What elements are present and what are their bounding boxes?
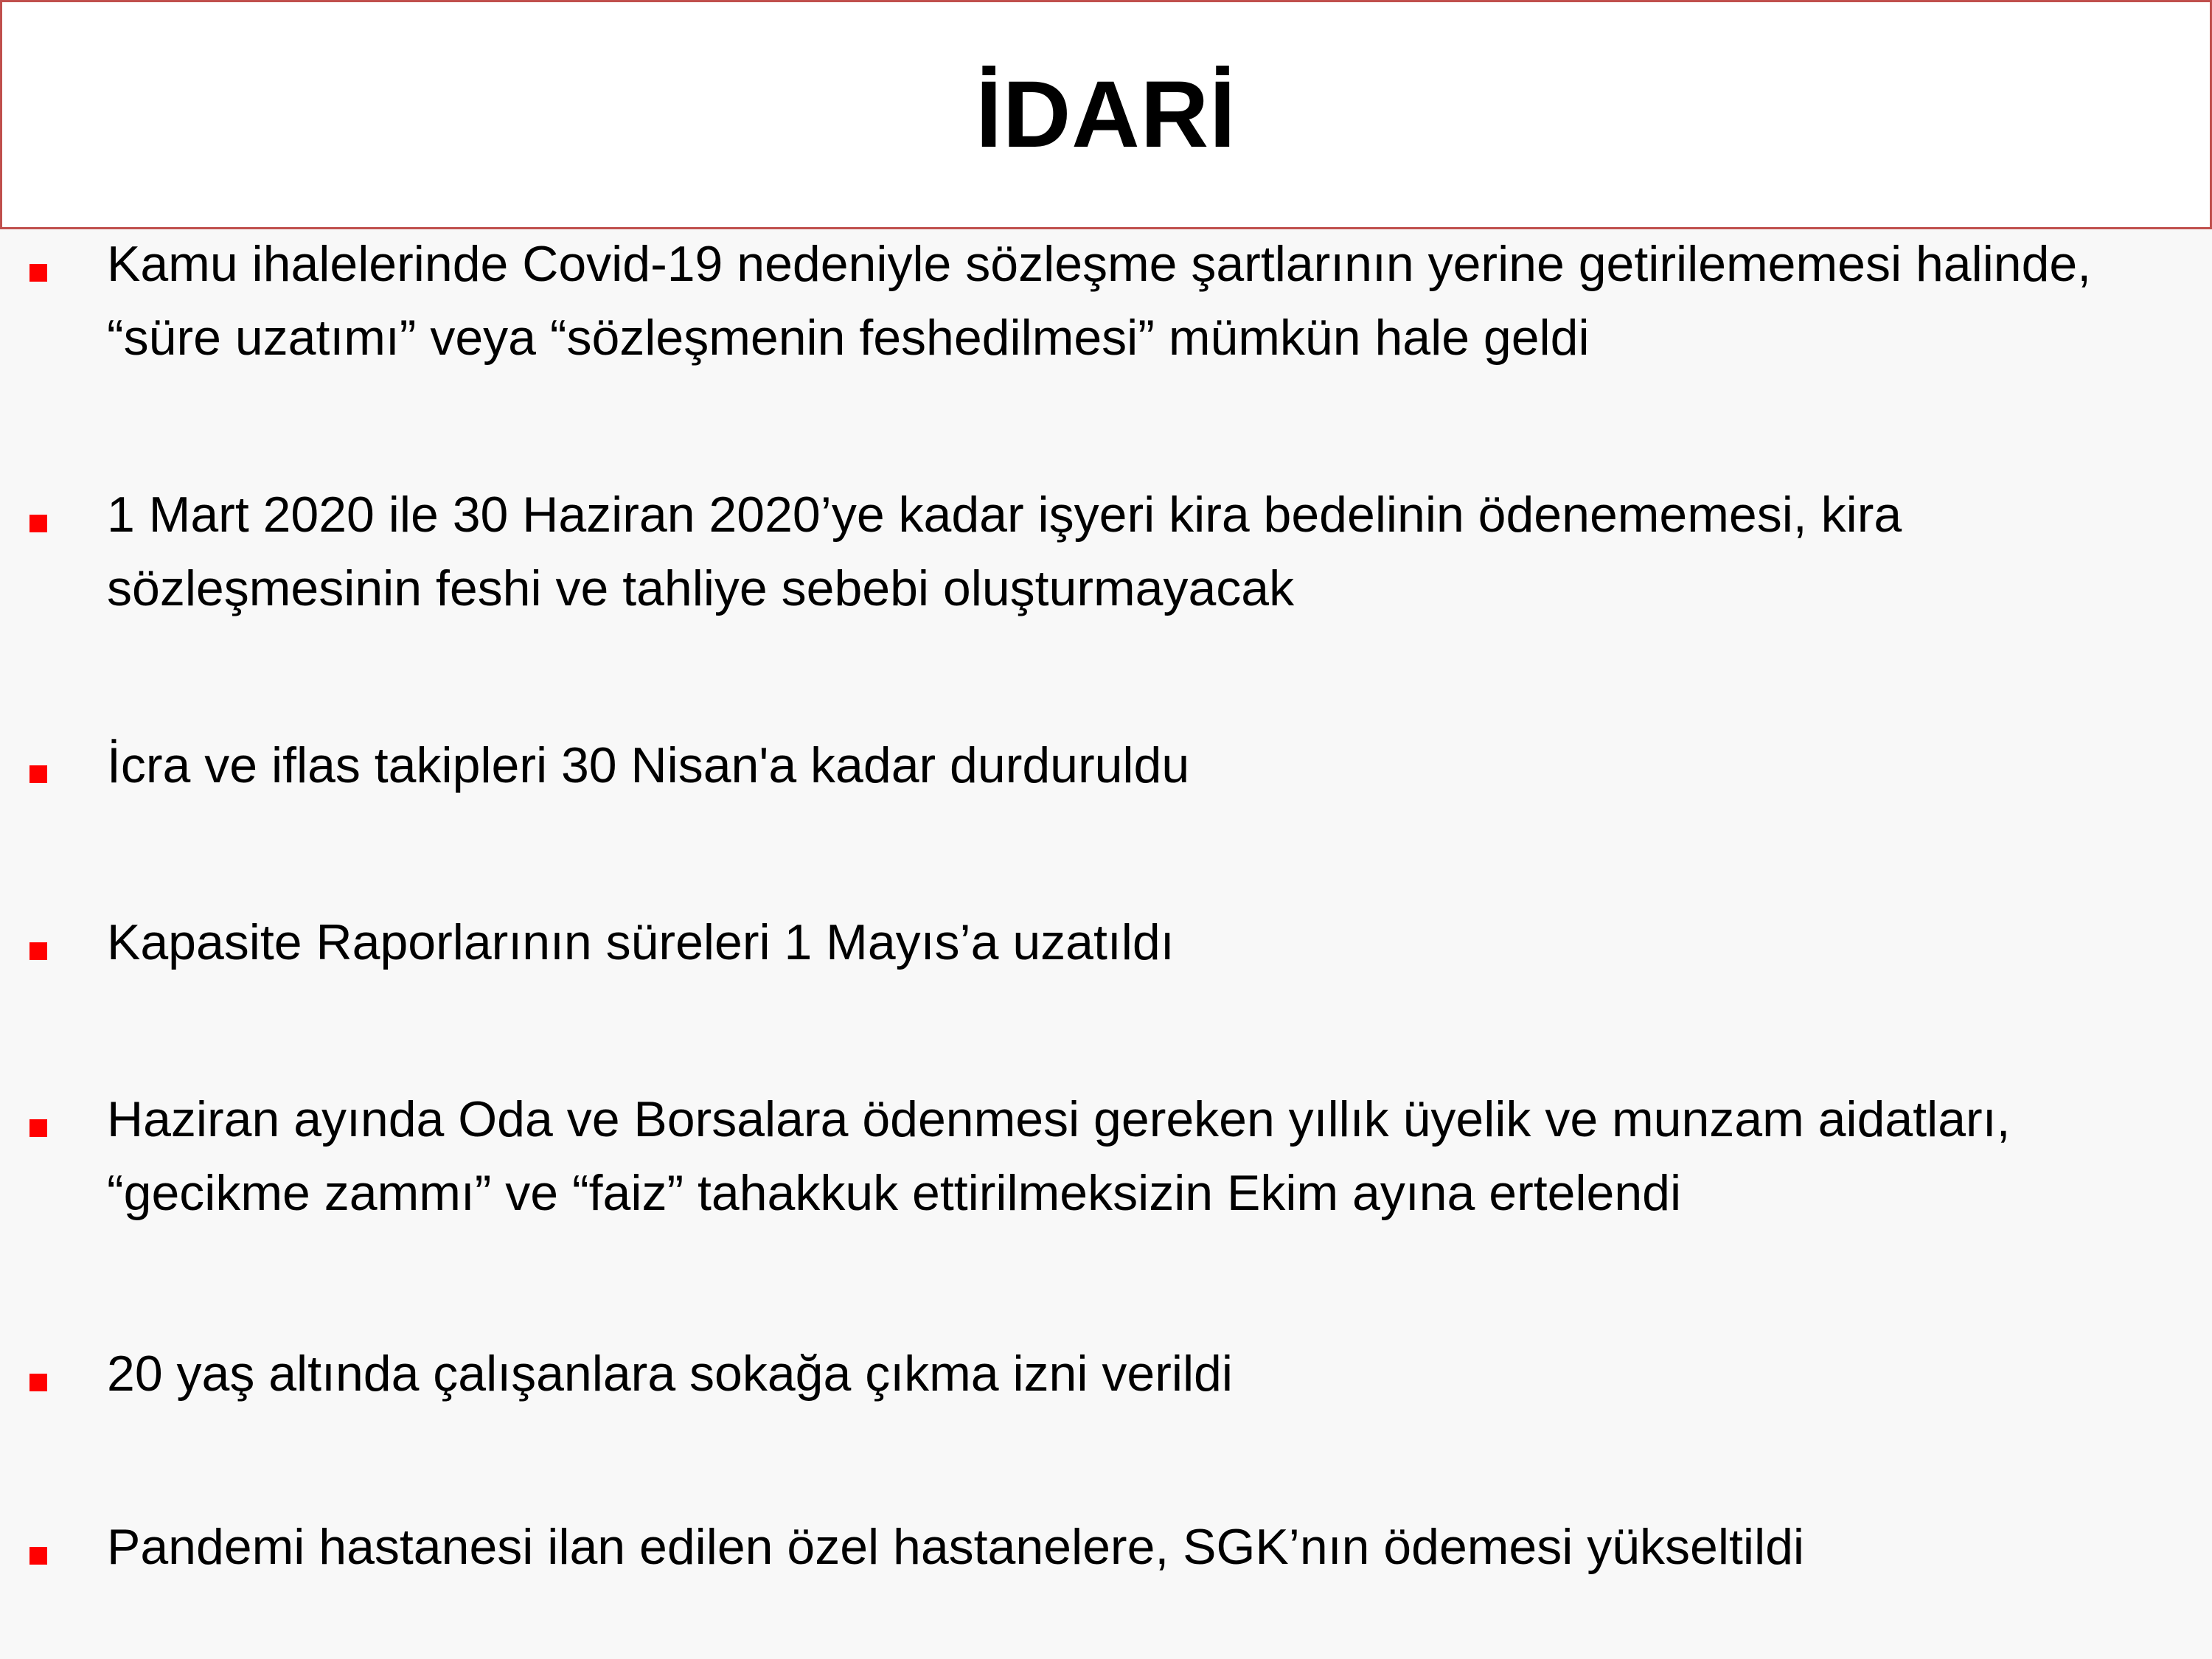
square-bullet-icon bbox=[29, 1374, 47, 1391]
bullet-text: 1 Mart 2020 ile 30 Haziran 2020’ye kadar işyeri kira bedelinin ödenememesi, kira sözleşmesinin feshi ve tahliye sebebi oluşturmayacak bbox=[107, 487, 1902, 616]
title-box bbox=[0, 0, 2212, 229]
square-bullet-icon bbox=[29, 264, 47, 282]
square-bullet-icon bbox=[29, 1119, 47, 1137]
bullet-text: İcra ve iflas takipleri 30 Nisan'a kadar durduruldu bbox=[107, 737, 1190, 793]
slide-title: İDARİ bbox=[975, 62, 1237, 167]
bullet-text: Haziran ayında Oda ve Borsalara ödenmesi gereken yıllık üyelik ve munzam aidatları, “gecikme zammı” ve “faiz” tahakkuk ettirilmeksizin Ekim ayına ertelendi bbox=[107, 1091, 2011, 1221]
square-bullet-icon bbox=[29, 942, 47, 960]
bullet-text: Kapasite Raporlarının süreleri 1 Mayıs’a uzatıldı bbox=[107, 914, 1175, 970]
square-bullet-icon bbox=[29, 1547, 47, 1565]
square-bullet-icon bbox=[29, 765, 47, 783]
bullet-text: 20 yaş altında çalışanlara sokağa çıkma izni verildi bbox=[107, 1346, 1233, 1402]
bullet-text: Pandemi hastanesi ilan edilen özel hastanelere, SGK’nın ödemesi yükseltildi bbox=[107, 1519, 1805, 1575]
bullet-text: Kamu ihalelerinde Covid-19 nedeniyle sözleşme şartlarının yerine getirilememesi halinde, “süre uzatımı” veya “sözleşmenin feshedilmesi” mümkün hale geldi bbox=[107, 236, 2092, 366]
square-bullet-icon bbox=[29, 515, 47, 532]
